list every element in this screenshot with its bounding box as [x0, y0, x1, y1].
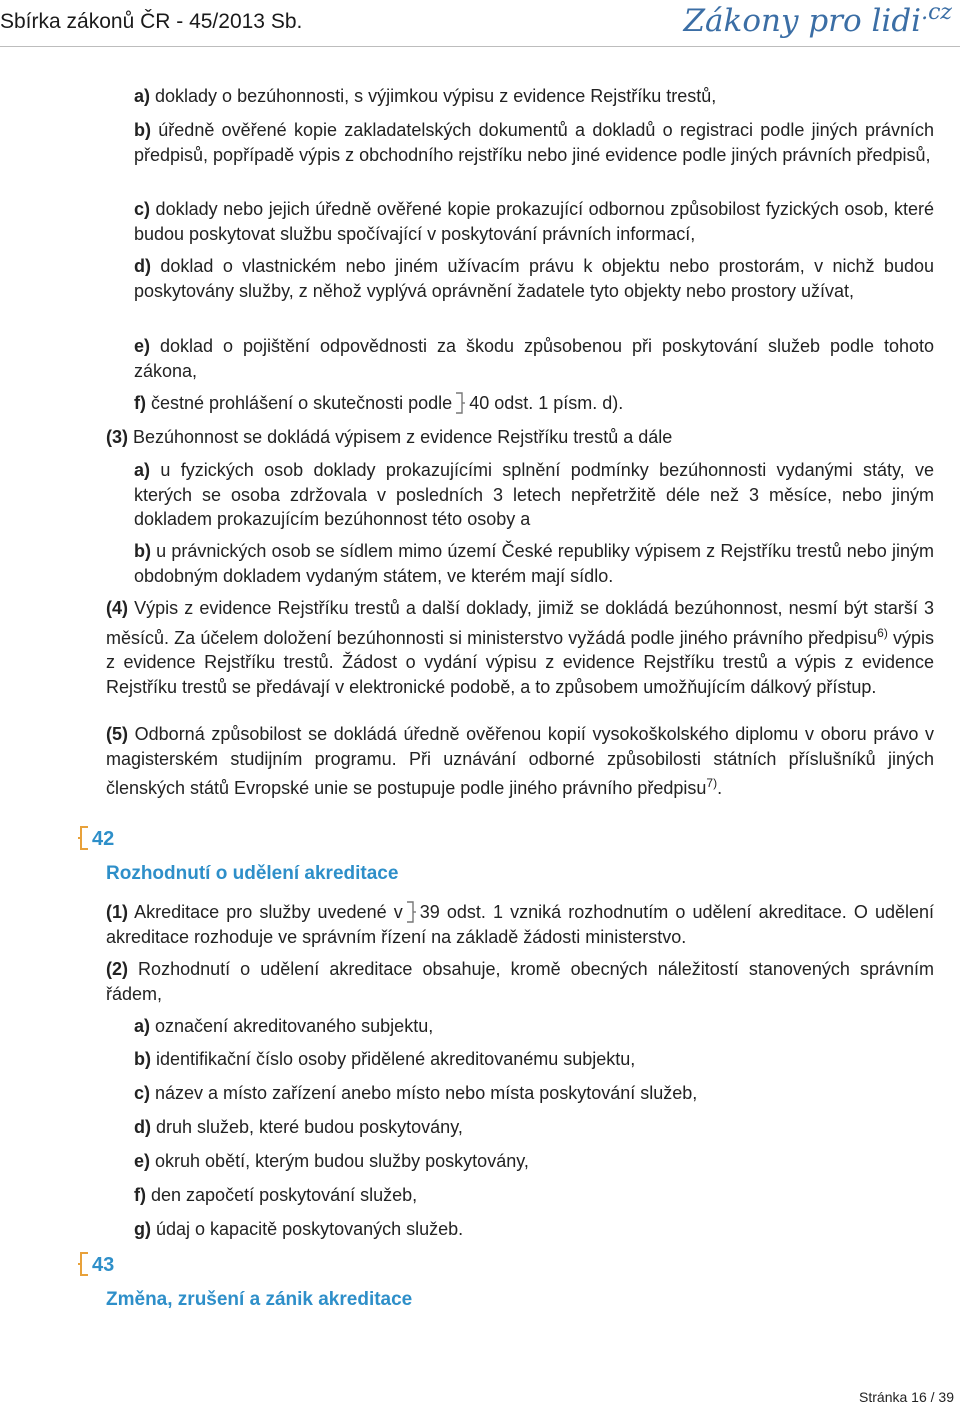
item-label: d) [134, 1117, 151, 1137]
item-text: identifikační číslo osoby přidělené akreditovanému subjektu, [151, 1049, 636, 1069]
section-marker-icon [78, 1252, 89, 1276]
paragraph-section-icon [455, 392, 466, 414]
item-label: f) [134, 1185, 146, 1205]
paragraph-text: Odborná způsobilost se dokládá úředně ověřenou kopií vysokoškolského diplomu v oboru právo v magisterském studijním programu. Při uznávání odborné způsobilosti státních příslušníků jiných členských států Evropské unie se postupuje podle jiného právního předpisu [106, 724, 934, 798]
s42-item-a [134, 1014, 934, 1039]
paragraph-label: (3) [106, 427, 128, 447]
item-label: b) [134, 1049, 151, 1069]
footnote-ref-6[interactable]: 6) [877, 625, 888, 640]
paragraph-label: (4) [106, 598, 128, 618]
s42-item-g [134, 1217, 934, 1242]
logo-text: Zákony pro lidi [683, 3, 922, 39]
s42-item-e [134, 1149, 934, 1174]
paragraph-text: Výpis z evidence Rejstříku trestů a další doklady, jimiž se dokládá bezúhonnost, nesmí být starší 3 měsíců. Za účelem doložení bezúhonnosti si ministerstvo vyžádá podle jiného právního předpisu [106, 598, 934, 648]
p3-item-a [134, 458, 934, 532]
logo-suffix: .cz [921, 0, 952, 25]
paragraph-label: (1) [106, 902, 128, 922]
paragraph-text-after: výpis z evidence Rejstříku trestů. Žádost o vydání výpisu z evidence Rejstříku trestů a výpis z evidence Rejstříku trestů se předávají v elektronické podobě, a to způsobem umožňujícím dálkový přístup. [106, 627, 934, 697]
section-42-number [78, 826, 114, 851]
page-number: Stránka 16 / 39 [859, 1389, 954, 1405]
paragraph-text: Rozhodnutí o udělení akreditace obsahuje, kromě obecných náležitostí stanovených správním řádem, [106, 959, 934, 1004]
item-text: doklady o bezúhonnosti, s výjimkou výpisu z evidence Rejstříku trestů, [150, 86, 717, 106]
section-marker-icon [78, 826, 89, 850]
item-label: c) [134, 199, 151, 219]
paragraph-text-after: 39 odst. 1 vzniká rozhodnutím o udělení akreditace. O udělení akreditace rozhoduje ve správním řízení na základě žádosti ministerstvo. [106, 902, 934, 947]
item-text: den započetí poskytování služeb, [146, 1185, 418, 1205]
item-text: u fyzických osob doklady prokazujícími splnění podmínky bezúhonnosti vydanými státy, ve kterých se osoba zdržovala v posledních 3 letech nepřetržitě déle než 3 měsíce, nebo jiným dokladem prokazujícím bezúhonnost této osoby a [134, 460, 934, 529]
item-label: b) [134, 541, 151, 561]
paragraph-section-icon [406, 901, 417, 923]
paragraph-4 [106, 596, 934, 699]
item-label: b) [134, 120, 151, 140]
paragraph-label: (2) [106, 959, 128, 979]
item-label: c) [134, 1083, 151, 1103]
item-label: g) [134, 1219, 151, 1239]
item-text: druh služeb, které budou poskytovány, [151, 1117, 463, 1137]
header-divider [0, 46, 960, 47]
item-text: doklady nebo jejich úředně ověřené kopie prokazující odbornou způsobilost fyzických osob, které budou poskytovat službu spočívající v poskytování právních informací, [134, 199, 934, 244]
paragraph-label: (5) [106, 724, 128, 744]
item-text: úředně ověřené kopie zakladatelských dokumentů a dokladů o registraci podle jiných právních předpisů, popřípadě výpis z obchodního rejstříku nebo jiné evidence podle jiných právních předpisů, [134, 120, 934, 165]
item-label: a) [134, 86, 151, 106]
document-title: Sbírka zákonů ČR - 45/2013 Sb. [0, 10, 303, 33]
s42-item-b [134, 1047, 934, 1072]
paragraph-text: Bezúhonnost se dokládá výpisem z evidence Rejstříku trestů a dále [128, 427, 673, 447]
section-42-title: Rozhodnutí o udělení akreditace [106, 863, 399, 884]
section-number: 42 [92, 828, 115, 850]
p3-item-b [134, 539, 934, 588]
item-text: údaj o kapacitě poskytovaných služeb. [151, 1219, 464, 1239]
item-text: doklad o vlastnickém nebo jiném užívacím právu k objektu nebo prostorám, v nichž budou poskytovány služby, z něhož vyplývá oprávnění žadatele tyto objekty nebo prostory užívat, [134, 256, 934, 301]
item-text: doklad o pojištění odpovědnosti za škodu způsobenou při poskytování služeb podle tohoto zákona, [134, 336, 934, 381]
paragraph-text: Akreditace pro služby uvedené v [128, 902, 403, 922]
section-43-number [78, 1252, 114, 1277]
s42-item-d [134, 1115, 934, 1140]
item-text: u právnických osob se sídlem mimo území České republiky výpisem z Rejstříku trestů nebo jiným obdobným dokladem vydaným státem, ve kterém mají sídlo. [134, 541, 934, 586]
s42-item-f [134, 1183, 934, 1208]
list-item-a [134, 84, 934, 109]
item-label: e) [134, 1151, 151, 1171]
list-item-d [134, 254, 934, 303]
item-label: a) [134, 1016, 151, 1036]
item-text-after: 40 odst. 1 písm. d). [469, 393, 624, 413]
item-text: okruh obětí, kterým budou služby poskytovány, [150, 1151, 529, 1171]
list-item-b [134, 118, 934, 167]
s42-paragraph-1 [106, 900, 934, 949]
list-item-f [134, 391, 934, 416]
item-label: d) [134, 256, 151, 276]
footnote-ref-7[interactable]: 7) [706, 776, 718, 790]
s42-item-c [134, 1081, 934, 1106]
item-label: e) [134, 336, 151, 356]
list-item-e [134, 334, 934, 383]
item-label: a) [134, 460, 151, 480]
paragraph-3 [106, 425, 934, 450]
site-logo[interactable] [684, 0, 952, 39]
section-43-title: Změna, zrušení a zánik akreditace [106, 1289, 413, 1310]
s42-paragraph-2 [106, 957, 934, 1006]
section-number: 43 [92, 1254, 115, 1276]
item-text: název a místo zařízení anebo místo nebo místa poskytování služeb, [150, 1083, 698, 1103]
item-text: označení akreditovaného subjektu, [150, 1016, 434, 1036]
item-text: čestné prohlášení o skutečnosti podle [146, 393, 453, 413]
paragraph-text-after: . [717, 778, 723, 798]
paragraph-5 [106, 722, 934, 801]
item-label: f) [134, 393, 146, 413]
list-item-c [134, 197, 934, 246]
